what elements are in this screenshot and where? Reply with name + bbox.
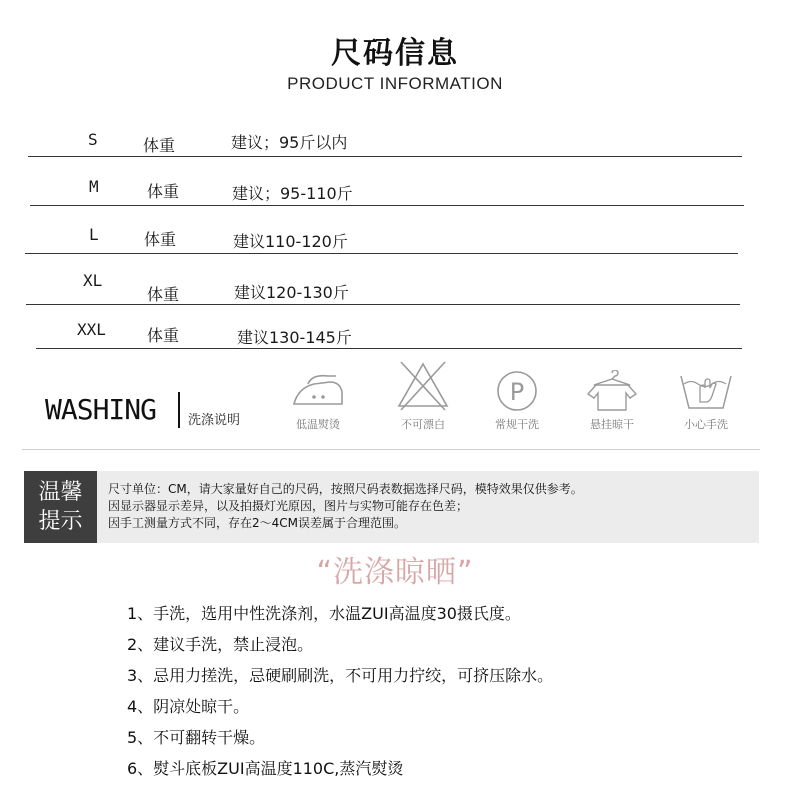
page-title: 尺码信息	[331, 36, 459, 71]
row-divider	[36, 348, 742, 349]
weight-label: 体重	[143, 136, 176, 155]
list-item: 3、忌用力搓洗，忌硬刷刷洗，不可用力拧绞，可挤压除水。	[127, 666, 554, 685]
care-item-hang	[572, 370, 652, 432]
weight-suggestion: 建议110-120斤	[233, 232, 348, 251]
care-item-bleach	[383, 358, 463, 432]
care-label: 不可漂白	[401, 418, 445, 431]
care-item-dryclean	[477, 370, 557, 432]
notice-text	[108, 481, 583, 532]
title-separator	[178, 392, 180, 428]
size-label: XL	[83, 271, 103, 290]
care-item-handwash	[666, 370, 746, 432]
washing-title: WASHING	[45, 393, 157, 426]
weight-suggestion: 建议；95-110斤	[232, 184, 353, 203]
notice-line: 尺寸单位：CM，请大家量好自己的尺码，按照尺码表数据选择尺码，模特效果仅供参考。	[108, 482, 583, 496]
notice-line: 因手工测量方式不同，存在2～4CM误差属于合理范围。	[108, 516, 407, 530]
care-label: 小心手洗	[684, 418, 728, 431]
size-row-xl	[0, 271, 790, 311]
size-label: M	[89, 177, 99, 196]
weight-label: 体重	[144, 230, 177, 249]
dry-clean-p-icon	[493, 370, 541, 412]
list-item: 2、建议手洗，禁止浸泡。	[127, 635, 314, 654]
row-divider	[26, 304, 740, 305]
care-steps-list	[127, 603, 553, 789]
care-label: 悬挂晾干	[590, 418, 634, 431]
size-row-l	[0, 225, 790, 265]
row-divider	[28, 156, 742, 157]
size-label: L	[89, 225, 99, 244]
weight-suggestion: 建议120-130斤	[234, 283, 349, 302]
row-divider	[30, 205, 744, 206]
weight-label: 体重	[147, 285, 180, 304]
weight-suggestion: 建议130-145斤	[237, 328, 352, 347]
badge-line: 提示	[38, 509, 83, 534]
notice-box	[24, 471, 759, 543]
size-label: S	[88, 130, 98, 149]
section-divider	[22, 449, 760, 450]
list-item: 4、阴凉处晾干。	[127, 697, 250, 716]
weight-label: 体重	[147, 326, 180, 345]
size-label: XXL	[77, 320, 106, 339]
size-row-xxl	[0, 320, 790, 360]
low-temp-iron-icon	[288, 370, 348, 412]
care-label: 低温熨烫	[296, 418, 340, 431]
size-row-s	[0, 130, 790, 170]
notice-badge	[24, 471, 97, 543]
hang-dry-icon	[584, 370, 640, 412]
list-item: 1、手洗，选用中性洗涤剂，水温ZUI高温度30摄氏度。	[127, 604, 521, 623]
badge-line: 温馨	[38, 480, 83, 505]
hand-wash-icon	[678, 370, 734, 412]
size-row-m	[0, 177, 790, 217]
svg-text:P: P	[509, 378, 525, 406]
no-bleach-icon	[395, 358, 451, 412]
weight-suggestion: 建议；95斤以内	[231, 133, 348, 152]
weight-label: 体重	[147, 182, 180, 201]
list-item: 6、熨斗底板ZUI高温度110C,蒸汽熨烫	[127, 759, 404, 778]
row-divider	[25, 253, 738, 254]
notice-line: 因显示器显示差异，以及拍摄灯光原因，图片与实物可能存在色差；	[108, 499, 469, 513]
care-heading: “洗涤晾晒”	[316, 555, 474, 590]
washing-subtitle: 洗涤说明	[188, 413, 241, 428]
list-item: 5、不可翻转干燥。	[127, 728, 266, 747]
page-subtitle: PRODUCT INFORMATION	[287, 74, 503, 93]
care-label: 常规干洗	[495, 418, 539, 431]
care-item-iron	[278, 370, 358, 432]
